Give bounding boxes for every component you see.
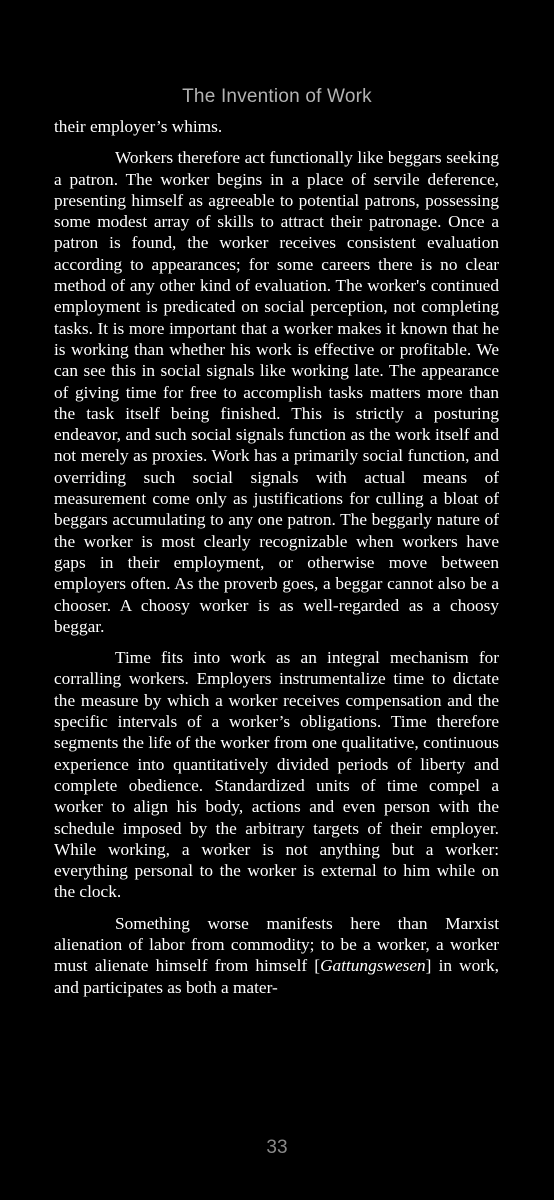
- book-title-header: The Invention of Work: [182, 86, 372, 107]
- paragraph-1: their employer’s whims.: [54, 117, 223, 136]
- paragraph-4-italic-term: Gattungswesen: [320, 956, 426, 976]
- paragraph-3: Time fits into work as an integral mechanism for corralling workers. Employers instrumentalize time to dictate the measure by which a worker receives compensation and the specific intervals of a worker’s obligations. Time therefore segments the life of the worker from one qualitative, continuous experience into quantitatively divided periods of liberty and complete obedience. Standardized units of time compel a worker to align his body, actions and even person with the schedule imposed by the arbitrary targets of their employer. While working, a worker is not anything but a worker: everything personal to the worker is external to him while on the clock.: [54, 648, 499, 902]
- paragraph-4-text-after: ] in work, and participates as both a mater-: [54, 956, 499, 997]
- paragraph-4: [54, 913, 499, 998]
- page-number: 33: [266, 1137, 288, 1158]
- page-body: [54, 116, 499, 1008]
- paragraph-4-text-before: Something worse manifests here than Marxist alienation of labor from commodity; to be a worker, a worker must alienate himself from himself [: [54, 913, 499, 976]
- paragraph-2: Workers therefore act functionally like beggars seeking a patron. The worker begins in a place of servile deference, presenting himself as agreeable to potential patrons, possessing some modest array of skills to attract their patronage. Once a patron is found, the worker receives consistent evaluation according to appearances; for some careers there is no clear method of any other kind of evaluation. The worker's continued employment is predicated on social perception, not completing tasks. It is more important that a worker makes it known that he is working than whether his work is effective or profitable. We can see this in social signals like working late. The appearance of giving time for free to accomplish tasks matters more than the task itself being finished. This is strictly a posturing endeavor, and such social signals function as the work itself and not merely as proxies. Work has a primarily social function, and overriding such social signals with actual means of measurement come only as justifications for culling a bloat of beggars accumulating to any one patron. The beggarly nature of the worker is most clearly recognizable when workers have gaps in their employment, or otherwise move between employers often. As the proverb goes, a beggar cannot also be a chooser. A choosy worker is as well-regarded as a choosy beggar.: [54, 148, 499, 636]
